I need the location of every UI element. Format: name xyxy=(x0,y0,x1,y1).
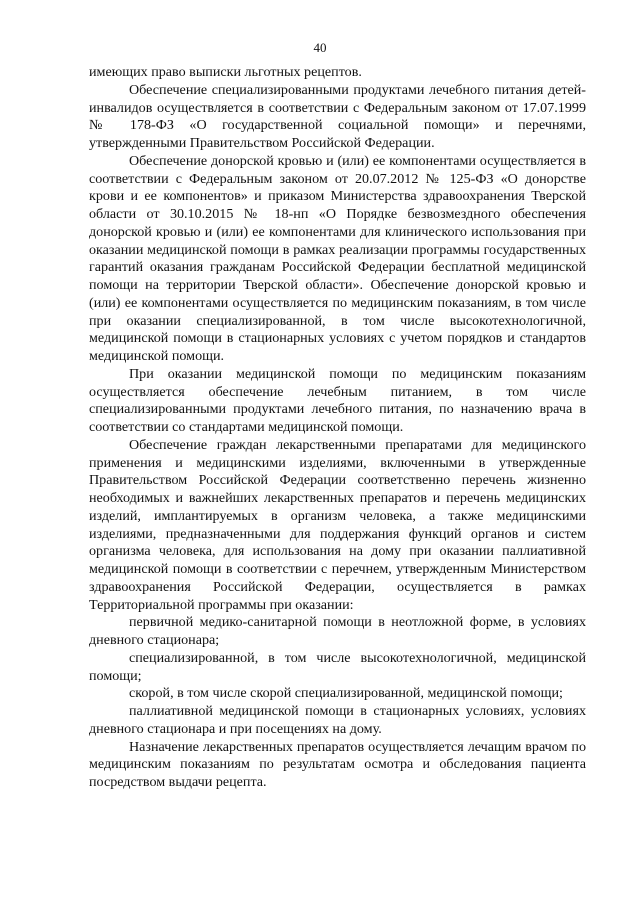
list-item-emergency-care: скорой, в том числе скорой специализированной, медицинской помощи; xyxy=(129,685,563,702)
list-item-primary-care: первичной медико-санитарной помощи в неотложной форме, в условиях дневного стационара; xyxy=(89,614,586,648)
paragraph-disabled-children-nutrition: Обеспечение специализированными продуктами лечебного питания детей-инвалидов осуществляется в соответствии с Федеральным законом от 17.07.1999 № 178-ФЗ «О государственной социальной помощи» и перечнями, утвержденными Правительством Российской Федерации. xyxy=(89,81,586,151)
paragraph-donor-blood: Обеспечение донорской кровью и (или) ее компонентами осуществляется в соответствии с Федеральным законом от 20.07.2012 № 125-ФЗ «О донорстве крови и ее компонентов» и приказом Министерства здравоохранения Тверской области от 30.10.2015 № 18-нп «О Порядке безвозмездного обеспечения донорской кровью и (или) ее компонентами для клинического использования при оказании медицинской помощи в рамках реализации программы государственных гарантий оказания гражданам Российской Федерации бесплатной медицинской помощи на территории Тверской области». Обеспечение донорской кровью и (или) ее компонентами осуществляется по медицинским показаниям, в том числе при оказании специализированной, в том числе высокотехнологичной, медицинской помощи в стационарных условиях с учетом порядков и стандартов медицинской помощи. xyxy=(89,152,586,364)
page-number: 40 xyxy=(313,40,327,55)
paragraph-prescription: Назначение лекарственных препаратов осуществляется лечащим врачом по медицинским показаниям по результатам осмотра и обследования пациента посредством выдачи рецепта. xyxy=(89,738,586,790)
paragraph-continuation: имеющих право выписки льготных рецептов. xyxy=(89,64,362,80)
list-item-palliative-care: паллиативной медицинской помощи в стационарных условиях, условиях дневного стационара и при посещениях на дому. xyxy=(89,703,586,737)
paragraph-medicines-provision: Обеспечение граждан лекарственными препаратами для медицинского применения и медицинскими изделиями, включенными в утвержденные Правительством Российской Федерации соответственно перечень жизненно необходимых и важнейших лекарственных препаратов и перечень медицинских изделий, имплантируемых в организм человека, а также медицинскими изделиями, предназначенными для поддержания функций органов и систем организма человека, для использования на дому при оказании паллиативной медицинской помощи в соответствии с перечнем, утвержденным Министерством здравоохранения Российской Федерации, осуществляется в рамках Территориальной программы при оказании: xyxy=(89,436,586,613)
paragraph-therapeutic-nutrition: При оказании медицинской помощи по медицинским показаниям осуществляется обеспечение лечебным питанием, в том числе специализированными продуктами лечебного питания, по назначению врача в соответствии со стандартами медицинской помощи. xyxy=(89,365,586,435)
document-body xyxy=(89,64,586,792)
list-item-specialized-care: специализированной, в том числе высокотехнологичной, медицинской помощи; xyxy=(89,649,586,684)
